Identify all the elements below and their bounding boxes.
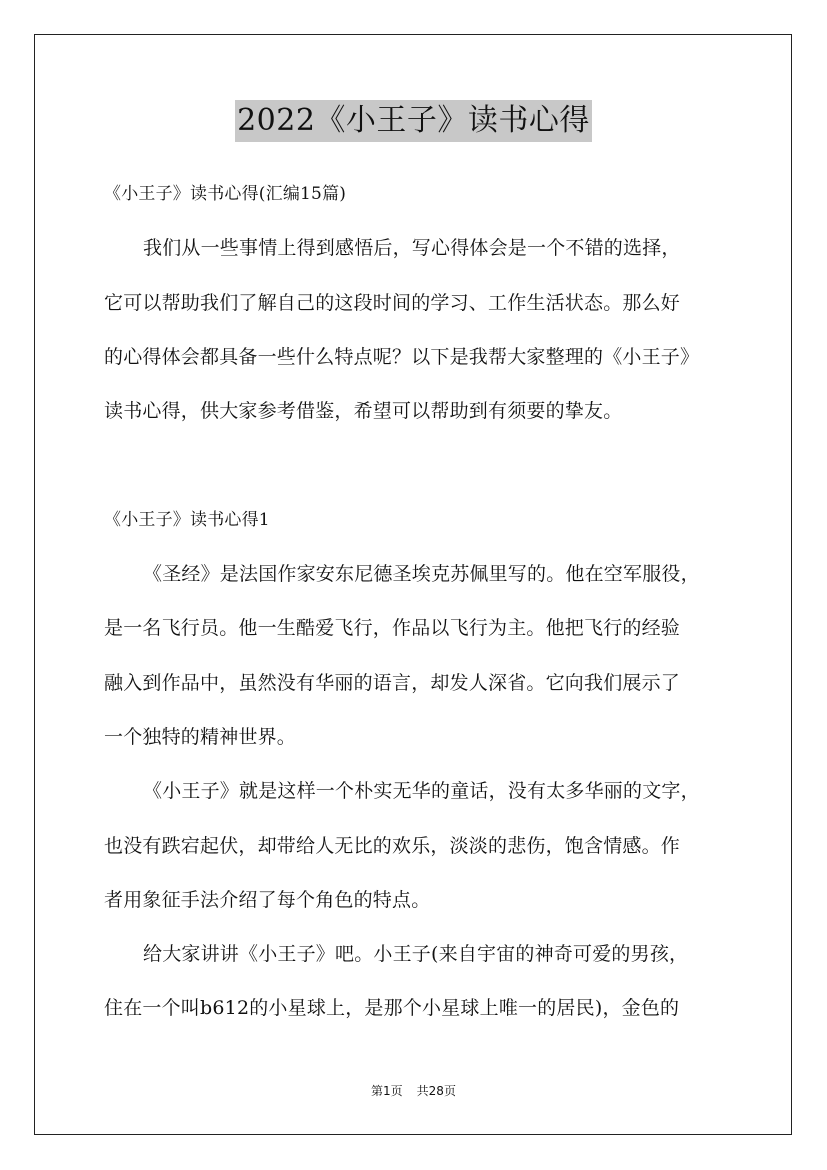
paragraph-line: 住在一个叫b612的小星球上，是那个小星球上唯一的居民)，金色的 xyxy=(104,997,680,1019)
paragraph-line: 《小王子》就是这样一个朴实无华的童话，没有太多华丽的文字， xyxy=(143,780,700,802)
paragraph-line: 它可以帮助我们了解自己的这段时间的学习、工作生活状态。那么好 xyxy=(104,292,681,314)
document-subtitle: 《小王子》读书心得(汇编15篇) xyxy=(104,184,347,204)
paragraph-line: 读书心得，供大家参考借鉴，希望可以帮助到有须要的挚友。 xyxy=(104,400,623,422)
title-container xyxy=(0,100,827,142)
paragraph-line: 者用象征手法介绍了每个角色的特点。 xyxy=(104,889,431,911)
document-title: 2022《小王子》读书心得 xyxy=(235,100,592,142)
paragraph-line: 是一名飞行员。他一生酷爱飞行，作品以飞行为主。他把飞行的经验 xyxy=(104,617,681,639)
section-heading: 《小王子》读书心得1 xyxy=(104,510,270,530)
paragraph-line: 我们从一些事情上得到感悟后，写心得体会是一个不错的选择， xyxy=(143,237,681,259)
paragraph-line: 给大家讲讲《小王子》吧。小王子(来自宇宙的神奇可爱的男孩， xyxy=(143,943,689,965)
page-footer xyxy=(0,1083,827,1099)
page-total: 共28页 xyxy=(416,1084,456,1098)
paragraph-line: 也没有跌宕起伏，却带给人无比的欢乐，淡淡的悲伤，饱含情感。作 xyxy=(104,835,681,857)
paragraph-line: 《圣经》是法国作家安东尼德圣埃克苏佩里写的。他在空军服役， xyxy=(143,563,700,585)
paragraph-line: 的心得体会都具备一些什么特点呢？以下是我帮大家整理的《小王子》 xyxy=(104,346,700,368)
paragraph-line: 一个独特的精神世界。 xyxy=(104,726,297,748)
page-number: 第1页 xyxy=(371,1084,403,1098)
paragraph-line: 融入到作品中，虽然没有华丽的语言，却发人深省。它向我们展示了 xyxy=(104,672,681,694)
